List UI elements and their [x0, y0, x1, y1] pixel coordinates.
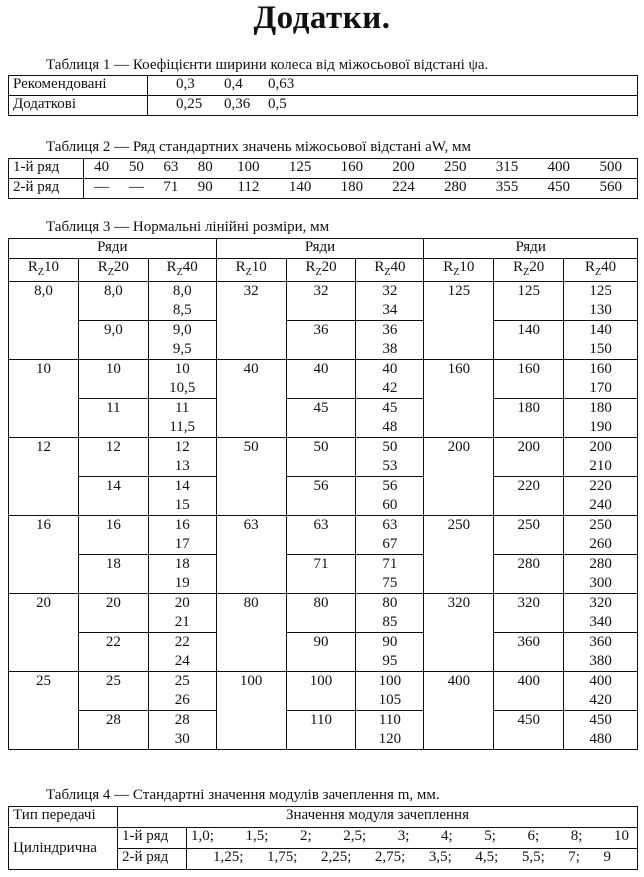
table3-r40-value: 90 [382, 634, 398, 650]
table3-r40-value: 360 [589, 634, 612, 650]
table3-r10-cell: 63 [216, 516, 286, 594]
table3-r40-value: 36 [382, 322, 398, 338]
table3-r40-value: 480 [589, 731, 612, 747]
table3-group-header-row [9, 239, 638, 259]
table3-r20-cell: 360 [494, 633, 564, 672]
table3-r40-cell [356, 711, 424, 750]
table3-r40-value: 32 [382, 283, 398, 299]
table3-row [9, 360, 638, 399]
table4-value: 4,5; [475, 849, 499, 865]
table3-col-header [9, 259, 79, 282]
table3-r40-cell [356, 321, 424, 360]
table3-col-header-sub: Z [595, 267, 602, 278]
table2-cell: 112 [223, 179, 275, 199]
table2-cell: 200 [378, 159, 430, 179]
table3-r10-cell: 16 [9, 516, 79, 594]
table3-row [9, 438, 638, 477]
table3-row [9, 594, 638, 633]
table3-r20-cell: 11 [78, 399, 148, 438]
table3-col-header-num: 10 [44, 259, 59, 275]
table3-r40-value: 150 [589, 341, 612, 357]
table3-col-header [564, 259, 638, 282]
table3-col-header-r: R [166, 259, 177, 275]
table3-r40-value: 40 [382, 361, 398, 377]
table3-col-header-num: 20 [321, 259, 337, 275]
table4-value: 2; [300, 828, 312, 844]
table3-group-header: Ряди [216, 239, 424, 259]
table1-value: 0,25 [176, 96, 203, 112]
table3-r40-cell [148, 321, 216, 360]
table3-col-header [148, 259, 216, 282]
table3-col-header [494, 259, 564, 282]
table3-r40-value: 200 [589, 439, 612, 455]
table4-value: 1,25; [213, 849, 244, 865]
table3-r20-cell: 100 [286, 672, 356, 711]
table3-r40-cell [148, 672, 216, 711]
table3-r40-value: 9,0 [172, 322, 192, 338]
table1-row-label: Додаткові [9, 96, 148, 116]
table3-r40-value: 130 [589, 302, 612, 318]
table3-r40-value: 240 [589, 497, 612, 513]
table2-cell: 50 [119, 159, 153, 179]
table2-cell: 140 [274, 179, 326, 199]
table1-row-values [148, 76, 638, 96]
table3-r20-cell: 25 [78, 672, 148, 711]
table3-row [9, 399, 638, 438]
table3-r40-value: 250 [589, 517, 612, 533]
table4-value: 10 [614, 828, 629, 844]
table4-value: 7; [568, 849, 580, 865]
table2-cell: 450 [533, 179, 585, 199]
table3-col-header-sub: Z [245, 267, 252, 278]
table3-r40-value: 22 [174, 634, 190, 650]
table4-head-values: Значення модуля зачеплення [118, 807, 638, 828]
table3-r40-value: 320 [589, 595, 612, 611]
table3-r40-value: 11 [174, 400, 190, 416]
table3-r20-cell: 110 [286, 711, 356, 750]
table3-r20-cell: 90 [286, 633, 356, 672]
table2-row [9, 159, 638, 179]
table4-value: 2,5; [343, 828, 367, 844]
table3-col-header-num: 40 [601, 259, 617, 275]
table3-r20-cell: 56 [286, 477, 356, 516]
table3-r10-cell: 250 [424, 516, 494, 594]
table3-col-header [356, 259, 424, 282]
table3-r40-cell [564, 555, 638, 594]
table1-row [9, 76, 638, 96]
table3-r20-cell: 200 [494, 438, 564, 477]
table3-r20-cell: 10 [78, 360, 148, 399]
table3-r40-value: 16 [174, 517, 190, 533]
table2-cell: 100 [223, 159, 275, 179]
table1-value: 0,3 [176, 76, 195, 92]
table4-type: Циліндрична [9, 828, 118, 870]
page-title: Додатки. [253, 0, 391, 36]
table3-group-header: Ряди [9, 239, 217, 259]
table3-r40-cell [148, 633, 216, 672]
table4-row-label: 1-й ряд [118, 828, 187, 849]
table3-r40-value: 21 [174, 614, 190, 630]
table3-r40-value: 11,5 [169, 419, 196, 435]
table3-r40-cell [564, 711, 638, 750]
table3-r40-value: 125 [589, 283, 612, 299]
table3-r20-cell: 50 [286, 438, 356, 477]
table3-r40-cell [564, 477, 638, 516]
table3-r40-cell [356, 282, 424, 321]
table3-r40-value: 18 [174, 556, 190, 572]
table3-r40-cell [148, 360, 216, 399]
table2-cell: 80 [188, 159, 222, 179]
table4-value: 9 [603, 849, 611, 865]
table3-row [9, 711, 638, 750]
table3-r40-value: 105 [378, 692, 402, 708]
table3-col-header-sub: Z [107, 267, 114, 278]
table3-r40-cell [148, 438, 216, 477]
table4-value: 2,75; [374, 849, 406, 865]
table3-r40-value: 14 [174, 478, 190, 494]
table3-r40-value: 63 [382, 517, 398, 533]
table3-r20-cell: 40 [286, 360, 356, 399]
table3-r40-value: 60 [382, 497, 398, 513]
table1-row-label: Рекомендовані [9, 76, 148, 96]
table2-row-label: 1-й ряд [9, 159, 84, 179]
table2-cell: 90 [188, 179, 222, 199]
table3-col-header-sub: Z [384, 267, 391, 278]
table3-r10-cell: 125 [424, 282, 494, 360]
table3-r40-value: 75 [382, 575, 398, 591]
table3-r40-value: 38 [382, 341, 398, 357]
table3-caption: Таблиця 3 — Нормальні лінійні розміри, мм [46, 219, 330, 235]
table3-r40-value: 10 [174, 361, 190, 377]
table4-head-type: Тип передачі [9, 807, 118, 828]
table3-r40-value: 180 [589, 400, 612, 416]
table3-r40-value: 48 [382, 419, 398, 435]
table2-cell: — [119, 179, 153, 199]
table4-values-line [191, 849, 633, 866]
table4-value: 6; [527, 828, 540, 844]
table2-cell: 71 [154, 179, 188, 199]
table3-r40-value: 19 [174, 575, 190, 591]
table2-cell: 160 [326, 159, 378, 179]
table3-r40-value: 190 [589, 419, 612, 435]
table3-col-header-num: 40 [390, 259, 406, 275]
table3-r40-value: 400 [589, 673, 612, 689]
table3-r20-cell: 45 [286, 399, 356, 438]
table3-r40-value: 8,0 [172, 283, 192, 299]
table1-caption: Таблиця 1 — Коефіцієнти ширини колеса від міжосьової відстані ψa. [46, 57, 489, 73]
table3-r40-value: 8,5 [172, 302, 192, 318]
table2-cell: 224 [378, 179, 430, 199]
table1-row [9, 96, 638, 116]
table3-r40-cell [564, 516, 638, 555]
table3-col-header-num: 20 [529, 259, 545, 275]
table3-r40-value: 30 [174, 731, 190, 747]
table3-r40-value: 56 [382, 478, 398, 494]
table3-r40-value: 450 [589, 712, 612, 728]
table3-row [9, 321, 638, 360]
table3-r40-cell [356, 633, 424, 672]
table3-col-header-r: R [443, 259, 454, 275]
table3-r10-cell: 32 [216, 282, 286, 360]
table3-r40-cell [564, 672, 638, 711]
table3-col-header [286, 259, 356, 282]
table4-value: 8; [570, 828, 583, 844]
table3-r40-cell [356, 360, 424, 399]
table4-row-label: 2-й ряд [118, 849, 187, 870]
table3-col-header [424, 259, 494, 282]
table3-col-header-r: R [97, 259, 108, 275]
table3-r40-value: 85 [382, 614, 398, 630]
table3-r20-cell: 36 [286, 321, 356, 360]
table3-r40-cell [148, 399, 216, 438]
table3-r40-cell [148, 711, 216, 750]
table3-r20-cell: 32 [286, 282, 356, 321]
table3-r40-cell [356, 672, 424, 711]
table3-col-header-sub: Z [523, 267, 530, 278]
table2-cell: 180 [326, 179, 378, 199]
table3-r40-value: 71 [382, 556, 398, 572]
table2-cell: 280 [429, 179, 481, 199]
table3-r40-cell [356, 477, 424, 516]
table3-r40-cell [356, 438, 424, 477]
table3-r40-value: 80 [382, 595, 398, 611]
table3-r20-cell: 28 [78, 711, 148, 750]
table3-r40-value: 260 [589, 536, 612, 552]
table3-r20-cell: 71 [286, 555, 356, 594]
table3-r10-cell: 20 [9, 594, 79, 672]
table3-r40-cell [148, 594, 216, 633]
table2-cell: — [84, 179, 120, 199]
table3-r40-value: 10,5 [169, 380, 196, 396]
table2-cell: 315 [481, 159, 533, 179]
table3-r40-value: 12 [174, 439, 190, 455]
table3-col-header-r: R [305, 259, 316, 275]
table3-r40-value: 140 [589, 322, 612, 338]
table3-r20-cell: 450 [494, 711, 564, 750]
table4-value: 5,5; [521, 849, 545, 865]
table3-r40-value: 15 [174, 497, 190, 513]
table2-cell: 560 [585, 179, 638, 199]
table3-r20-cell: 160 [494, 360, 564, 399]
table3-r20-cell: 14 [78, 477, 148, 516]
table3-r40-cell [564, 282, 638, 321]
table3-r40-value: 340 [589, 614, 612, 630]
table3-r40-cell [564, 360, 638, 399]
table3-row [9, 282, 638, 321]
table3-r40-value: 13 [174, 458, 190, 474]
table4-caption: Таблиця 4 — Стандартні значення модулів зачеплення m, мм. [46, 787, 440, 803]
table3-r40-value: 170 [589, 380, 612, 396]
table3-r20-cell: 280 [494, 555, 564, 594]
table3-r20-cell: 80 [286, 594, 356, 633]
table3-r10-cell: 25 [9, 672, 79, 750]
table3-col-header-sub: Z [453, 267, 460, 278]
table3-r20-cell: 12 [78, 438, 148, 477]
table3-r40-value: 53 [382, 458, 398, 474]
table3-r40-cell [148, 555, 216, 594]
table3-r40-value: 67 [382, 536, 398, 552]
table3-row [9, 477, 638, 516]
table2 [8, 158, 638, 199]
table3-r40-value: 24 [174, 653, 190, 669]
table3-r40-cell [356, 594, 424, 633]
table3-r40-value: 380 [589, 653, 612, 669]
table3-r40-cell [356, 399, 424, 438]
table3-r20-cell: 20 [78, 594, 148, 633]
table3-col-header-num: 20 [113, 259, 129, 275]
table3-r40-cell [564, 594, 638, 633]
table2-cell: 63 [154, 159, 188, 179]
table2-cell: 500 [585, 159, 638, 179]
table1-value: 0,36 [224, 96, 251, 112]
table3-r20-cell: 320 [494, 594, 564, 633]
table4-value: 4; [441, 828, 453, 844]
table3-col-header-r: R [235, 259, 246, 275]
table3-r40-cell [564, 438, 638, 477]
table3-r40-cell [356, 555, 424, 594]
table3-r40-value: 280 [589, 556, 612, 572]
table4-value: 1,5; [245, 828, 269, 844]
table3-r20-cell: 140 [494, 321, 564, 360]
table3-r20-cell: 180 [494, 399, 564, 438]
table4-value: 1,0; [191, 828, 214, 844]
table4-value: 2,25; [320, 849, 352, 865]
table4-value: 3; [397, 828, 410, 844]
table3-r40-value: 210 [589, 458, 612, 474]
table3-r40-value: 300 [589, 575, 612, 591]
table3-r40-value: 420 [589, 692, 612, 708]
table3-r40-value: 20 [174, 595, 190, 611]
table2-row-label: 2-й ряд [9, 179, 84, 199]
table1-value: 0,4 [224, 76, 243, 92]
table3-col-header-r: R [374, 259, 385, 275]
table3-r20-cell: 63 [286, 516, 356, 555]
table3-col-header-sub: Z [37, 267, 44, 278]
table4-value: 3,5; [428, 849, 452, 865]
table3-r40-value: 120 [378, 731, 402, 747]
table3-r10-cell: 10 [9, 360, 79, 438]
table2-cell: 40 [84, 159, 120, 179]
table1-value: 0,63 [268, 76, 295, 92]
table3-r40-value: 17 [174, 536, 190, 552]
table4-value: 5; [484, 828, 496, 844]
table3-r40-value: 100 [378, 673, 402, 689]
table4-row [9, 828, 638, 849]
table3-r40-cell [148, 282, 216, 321]
table2-cell: 250 [429, 159, 481, 179]
table4 [8, 806, 638, 870]
table3 [8, 238, 638, 750]
table3-col-header-r: R [585, 259, 596, 275]
table4-values-line [191, 828, 633, 845]
table3-r20-cell: 18 [78, 555, 148, 594]
table2-cell: 355 [481, 179, 533, 199]
table3-r10-cell: 100 [216, 672, 286, 750]
table3-r20-cell: 8,0 [78, 282, 148, 321]
table1-row-values [148, 96, 638, 116]
table3-r40-value: 42 [382, 380, 398, 396]
table3-r20-cell: 220 [494, 477, 564, 516]
table3-row [9, 672, 638, 711]
table3-r20-cell: 125 [494, 282, 564, 321]
table3-r40-cell [148, 516, 216, 555]
table2-cell: 400 [533, 159, 585, 179]
table3-r40-value: 110 [378, 712, 401, 728]
table3-col-header-sub: Z [176, 267, 183, 278]
table3-col-header-sub: Z [315, 267, 322, 278]
table3-col-header-r: R [27, 259, 38, 275]
table3-r40-cell [564, 399, 638, 438]
table3-r20-cell: 400 [494, 672, 564, 711]
table3-r40-cell [356, 516, 424, 555]
table3-r20-cell: 16 [78, 516, 148, 555]
table3-r40-cell [564, 633, 638, 672]
table3-col-header-row [9, 259, 638, 282]
table3-row [9, 555, 638, 594]
table3-group-header: Ряди [424, 239, 638, 259]
table3-r40-value: 9,5 [172, 341, 192, 357]
table3-r10-cell: 200 [424, 438, 494, 516]
table3-r40-value: 26 [174, 692, 190, 708]
table1-value: 0,5 [268, 96, 287, 112]
table3-r40-value: 95 [382, 653, 398, 669]
table3-r40-value: 28 [174, 712, 190, 728]
table3-col-header-num: 10 [251, 259, 267, 275]
table3-col-header-r: R [513, 259, 524, 275]
table4-row-values [187, 828, 638, 849]
table3-r10-cell: 160 [424, 360, 494, 438]
table3-r10-cell: 50 [216, 438, 286, 516]
table1 [8, 75, 638, 116]
table3-r20-cell: 9,0 [78, 321, 148, 360]
table3-r10-cell: 320 [424, 594, 494, 672]
table4-value: 1,75; [266, 849, 298, 865]
table3-col-header [78, 259, 148, 282]
table3-r20-cell: 22 [78, 633, 148, 672]
table3-r10-cell: 400 [424, 672, 494, 750]
table3-r10-cell: 40 [216, 360, 286, 438]
table3-row [9, 633, 638, 672]
table3-r40-value: 220 [589, 478, 612, 494]
table3-r40-value: 34 [382, 302, 398, 318]
table3-col-header-num: 10 [459, 259, 475, 275]
table3-r40-cell [564, 321, 638, 360]
table3-col-header [216, 259, 286, 282]
table4-header-row [9, 807, 638, 828]
table3-r40-value: 25 [174, 673, 190, 689]
table3-row [9, 516, 638, 555]
table3-col-header-num: 40 [182, 259, 198, 275]
table2-cell: 125 [274, 159, 326, 179]
table3-r40-value: 160 [589, 361, 612, 377]
table2-caption: Таблиця 2 — Ряд стандартних значень міжосьової відстані aW, мм [46, 139, 472, 155]
table3-r10-cell: 12 [9, 438, 79, 516]
table3-r10-cell: 80 [216, 594, 286, 672]
table3-r10-cell: 8,0 [9, 282, 79, 360]
table4-row-values [187, 849, 638, 870]
table3-r40-value: 50 [382, 439, 398, 455]
table2-row [9, 179, 638, 199]
table3-r40-cell [148, 477, 216, 516]
table3-r40-value: 45 [382, 400, 398, 416]
table3-r20-cell: 250 [494, 516, 564, 555]
